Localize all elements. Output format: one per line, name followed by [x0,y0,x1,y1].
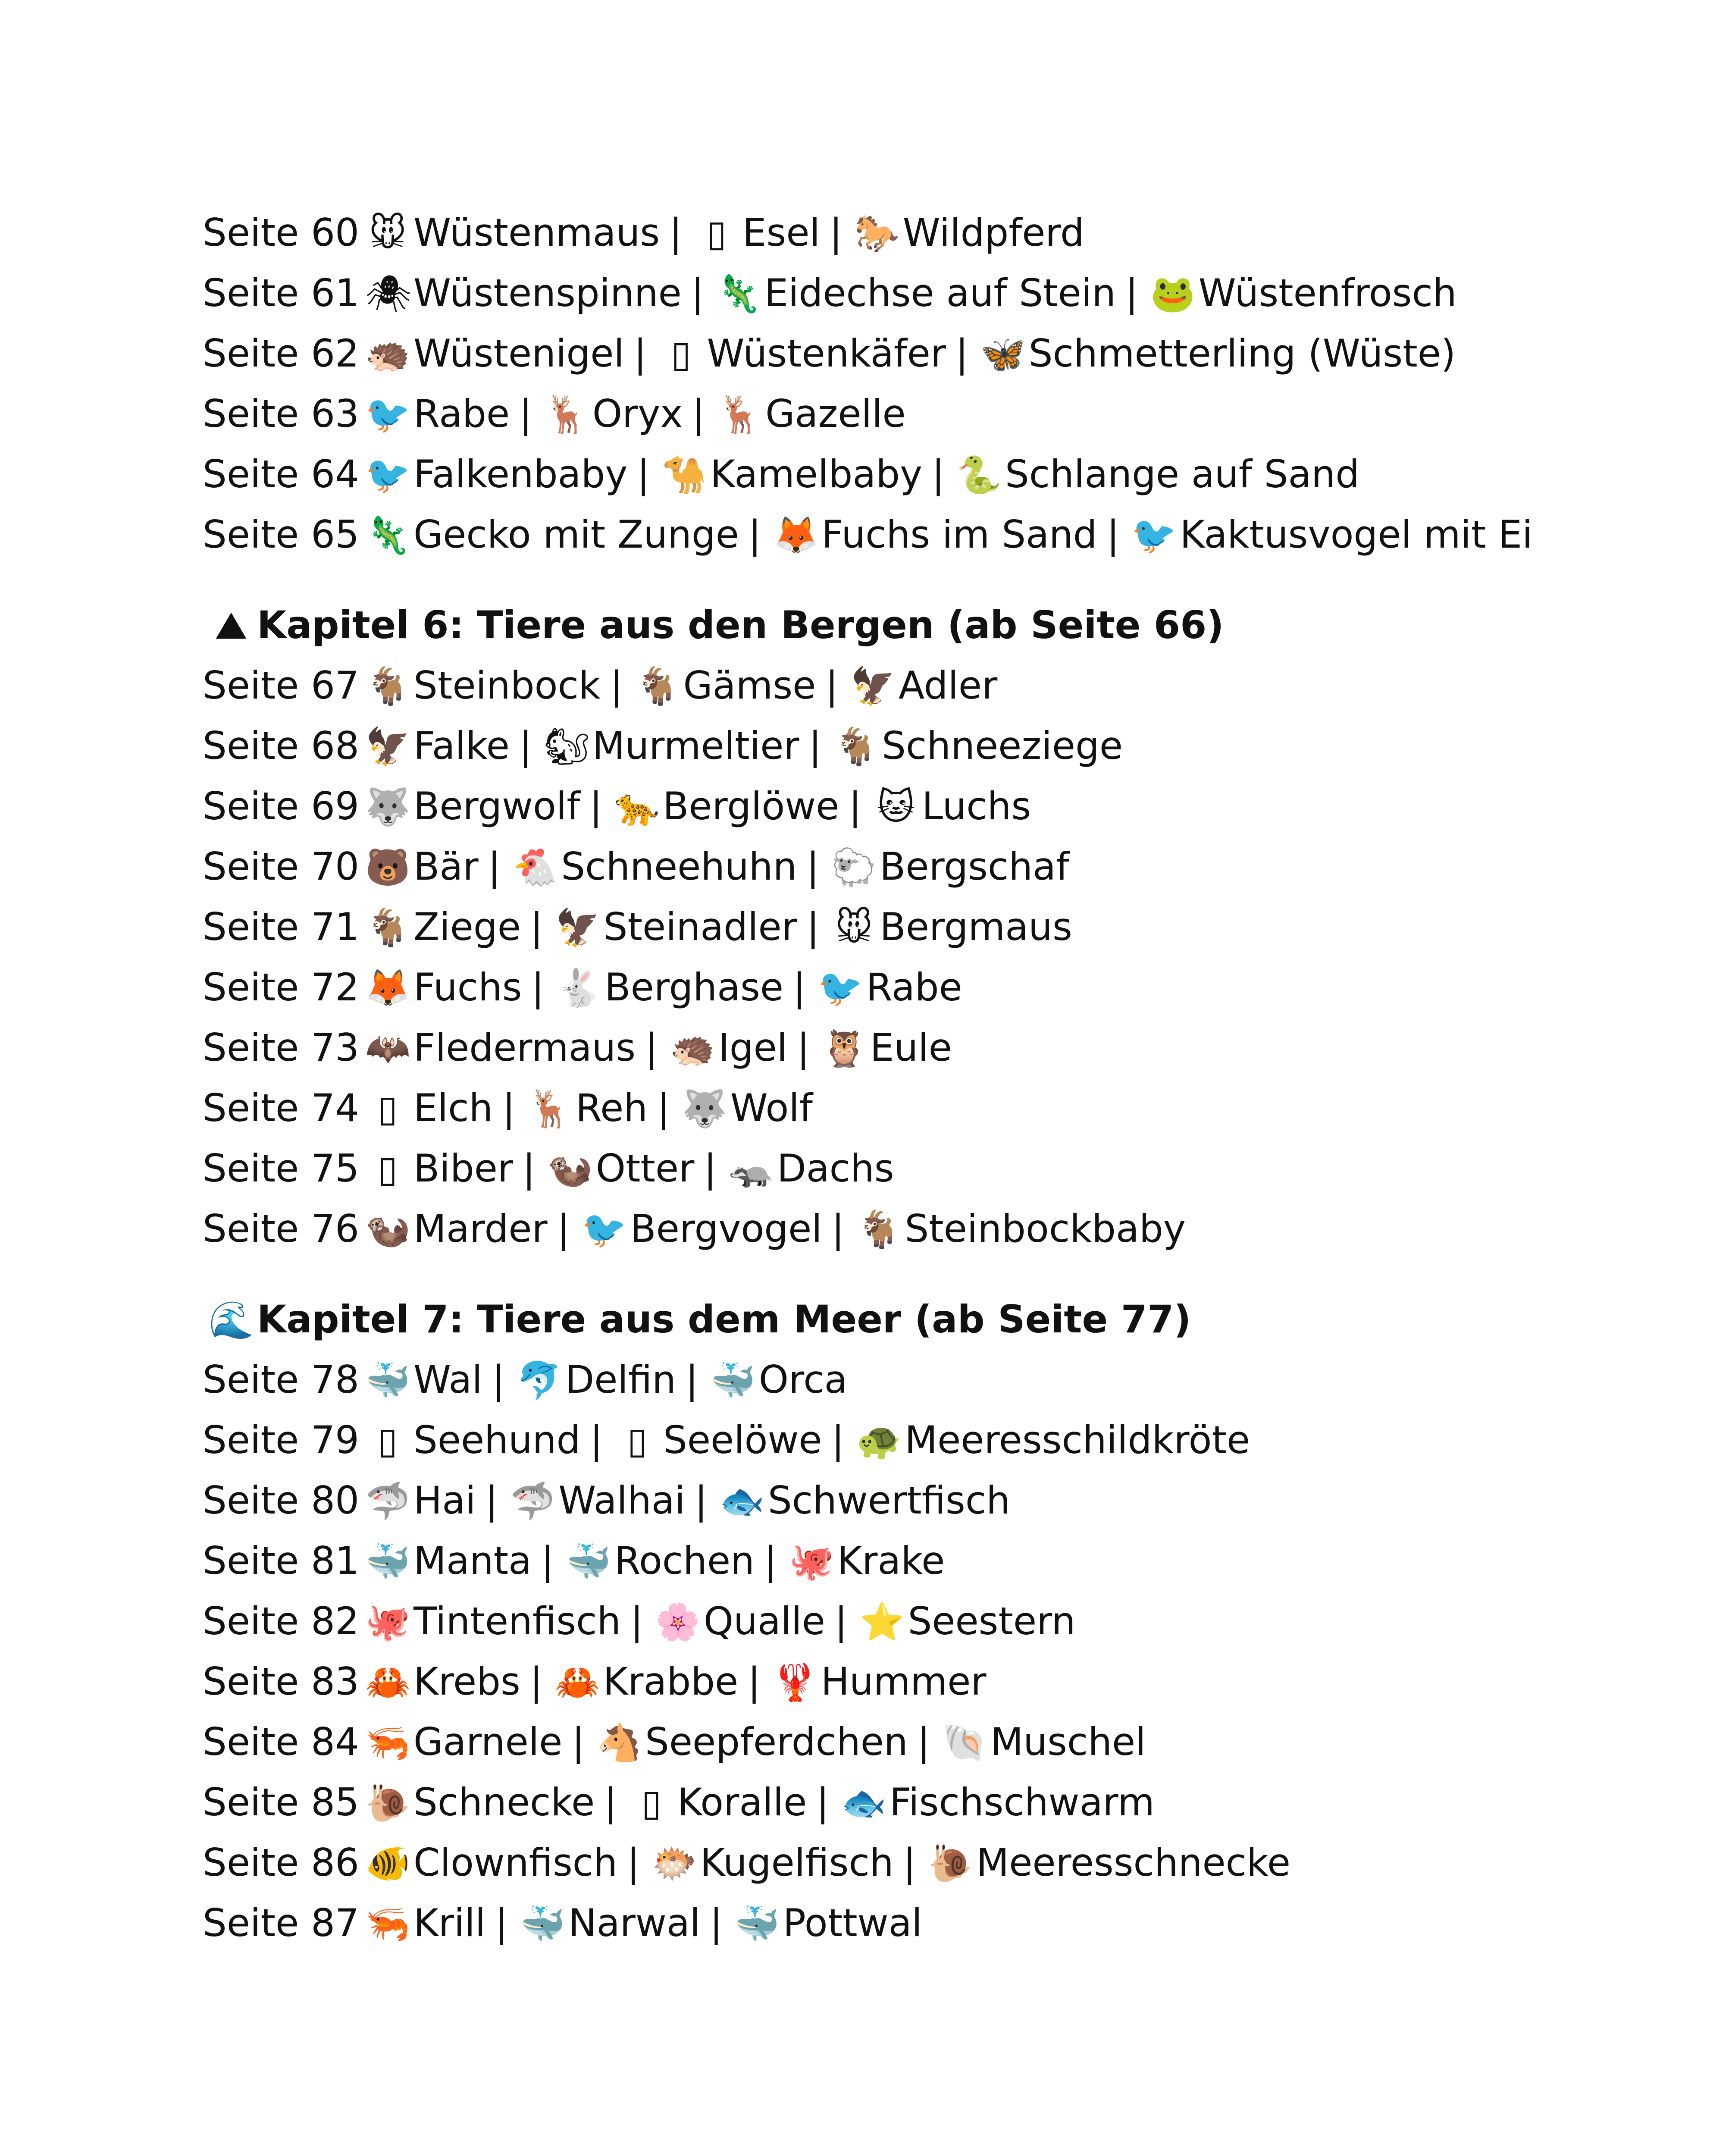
page-number: Seite 79 [203,1418,360,1462]
animal-name: Ziege [413,905,521,949]
fox-icon: 🦊 [773,514,819,556]
whale-icon: 🐳 [365,1359,410,1401]
bird-icon: 🐦 [1131,514,1177,556]
separator: | [589,784,602,828]
animal-name: Falke [413,724,510,768]
page-number: Seite 73 [203,1025,360,1070]
whale-icon: 🐳 [566,1540,611,1583]
animal-name: Seelöwe [663,1418,822,1462]
deer-icon: 🦌 [544,393,589,436]
animal-name: Manta [413,1539,532,1583]
fox-icon: 🦊 [365,967,410,1009]
animal-name: Gecko mit Zunge [413,512,739,557]
separator: | [669,210,682,255]
animal-name: Igel [718,1025,788,1070]
separator: | [519,392,532,436]
page-number: Seite 74 [203,1086,360,1130]
snail-icon: 🐌 [365,1782,410,1824]
animal-name: Schneeziege [882,724,1123,768]
chicken-icon: 🐔 [513,846,558,888]
hedgehog-icon: 🦔 [670,1027,715,1069]
page-entry-row [203,263,1582,323]
separator: | [485,1478,498,1523]
butterfly-icon: 🦋 [980,333,1026,375]
page-entry-row [203,505,1582,565]
octopus-icon: 🐙 [365,1601,410,1643]
lobster-icon: 🦞 [772,1661,818,1703]
separator: | [849,784,862,828]
rabbit-icon: 🐇 [556,967,601,1009]
separator: | [557,1206,570,1251]
page-number: Seite 62 [203,331,360,376]
page-entry-row [203,1591,1582,1651]
whale-icon: 🐳 [710,1359,756,1401]
animal-name: Fischschwarm [889,1780,1155,1824]
animal-name: Seehund [413,1418,581,1462]
page-entry-row [203,1138,1582,1199]
separator: | [691,271,704,315]
page-number: Seite 86 [203,1840,360,1885]
page-entry-row [203,716,1582,776]
separator: | [633,331,647,376]
separator: | [710,1901,723,1945]
page-entry-row [203,655,1582,716]
separator: | [1125,271,1138,315]
horse-face-icon: 🐴 [596,1721,642,1764]
goat-icon: 🐐 [833,725,879,768]
separator: | [695,1478,708,1523]
animal-name: Esel [742,210,820,255]
shrimp-icon: 🦐 [365,1902,410,1945]
otter-icon: 🦦 [547,1148,593,1190]
animal-name: Kugelfisch [700,1840,894,1885]
deer-icon: 🦌 [717,393,762,436]
animal-name: Rabe [413,392,510,436]
animal-name: Murmeltier [592,724,799,768]
separator: | [630,1599,643,1643]
missing-glyph-icon: ▯ [377,1087,398,1130]
separator: | [523,1146,536,1191]
page-number: Seite 65 [203,512,360,557]
separator: | [806,844,820,889]
animal-name: Krebs [413,1659,520,1704]
animal-name: Eule [870,1025,952,1070]
page-number: Seite 82 [203,1599,360,1643]
shark-icon: 🦈 [510,1480,555,1522]
animal-name: Gazelle [765,392,906,436]
chapter-heading [203,1289,1582,1350]
tropical-fish-icon: 🐠 [365,1842,410,1884]
document-page [203,203,1582,1953]
animal-name: Biber [413,1146,514,1191]
animal-name: Meeresschnecke [976,1840,1290,1885]
crab-icon: 🦀 [554,1661,600,1703]
animal-name: Steinbockbaby [905,1206,1186,1251]
separator: | [808,724,822,768]
animal-name: Meeresschildkröte [905,1418,1250,1462]
separator: | [806,905,820,949]
page-entry-row [203,1018,1582,1078]
chapter-title: Kapitel 7: Tiere aus dem Meer (ab Seite 77) [257,1297,1191,1341]
animal-name: Orca [758,1357,848,1402]
goat-icon: 🐐 [635,665,680,707]
mouse-icon: 🐭 [835,906,873,949]
leopard-icon: 🐆 [614,786,660,828]
separator: | [541,1539,554,1583]
animal-name: Wüstenspinne [413,271,682,315]
animal-name: Schwertfisch [767,1478,1011,1523]
animal-name: Schneehuhn [561,844,797,889]
page-entry-row [203,1410,1582,1470]
animal-name: Otter [595,1146,695,1191]
animal-name: Krake [837,1539,945,1583]
separator: | [748,512,761,557]
shrimp-icon: 🦐 [365,1721,410,1764]
animal-name: Schlange auf Sand [1005,452,1360,496]
page-number: Seite 70 [203,844,360,889]
wolf-icon: 🐺 [682,1087,727,1130]
wave-icon: 🌊 [209,1299,254,1341]
animal-name: Reh [575,1086,648,1130]
animal-name: Berglöwe [662,784,839,828]
page-number: Seite 67 [203,663,360,708]
chapter-title: Kapitel 6: Tiere aus den Bergen (ab Seite 66) [257,603,1224,647]
page-number: Seite 80 [203,1478,360,1523]
separator: | [816,1780,829,1824]
separator: | [834,1599,848,1643]
star-icon: ⭐ [859,1601,905,1643]
animal-name: Dachs [777,1146,894,1191]
bird-icon: 🐦 [365,393,410,436]
separator: | [626,1840,640,1885]
animal-name: Qualle [703,1599,825,1643]
separator: | [530,905,543,949]
shell-icon: 🐚 [942,1721,987,1764]
bird-icon: 🐦 [365,454,410,496]
animal-name: Krabbe [603,1659,739,1704]
page-entry-row [203,1350,1582,1410]
page-entry-row [203,1893,1582,1953]
separator: | [955,331,968,376]
separator: | [657,1086,670,1130]
animal-name: Krill [413,1901,486,1945]
deer-icon: 🦌 [527,1087,573,1130]
animal-name: Bergschaf [880,844,1069,889]
eagle-icon: 🦅 [555,906,601,949]
animal-name: Schnecke [413,1780,595,1824]
hedgehog-icon: 🦔 [365,333,410,375]
animal-name: Clownfisch [413,1840,617,1885]
separator: | [529,1659,543,1704]
animal-name: Wüstenmaus [413,210,660,255]
octopus-icon: 🐙 [789,1540,834,1583]
frog-icon: 🐸 [1150,273,1196,315]
animal-name: Luchs [922,784,1031,828]
separator: | [903,1840,916,1885]
animal-name: Koralle [677,1780,807,1824]
separator: | [932,452,945,496]
animal-name: Wolf [730,1086,813,1130]
separator: | [797,1025,810,1070]
mountain-icon: ⛰ [216,605,247,647]
animal-name: Kaktusvogel mit Ei [1180,512,1533,557]
separator: | [692,392,705,436]
animal-name: Bergmaus [880,905,1072,949]
animal-name: Wal [413,1357,482,1402]
separator: | [831,1206,845,1251]
page-entry-row [203,1651,1582,1712]
animal-name: Garnele [413,1720,563,1764]
missing-glyph-icon: ▯ [706,212,727,254]
animal-name: Seepferdchen [645,1720,908,1764]
wolf-icon: 🐺 [365,786,410,828]
animal-name: Bär [413,844,479,889]
page-entry-row [203,1833,1582,1893]
separator: | [704,1146,717,1191]
animal-name: Rochen [614,1539,755,1583]
separator: | [495,1901,508,1945]
turtle-icon: 🐢 [856,1420,902,1462]
bird-icon: 🐦 [817,967,863,1009]
animal-name: Delfin [565,1357,677,1402]
lizard-icon: 🦎 [365,514,410,556]
missing-glyph-icon: ▯ [641,1782,662,1824]
fish-icon: 🐟 [719,1480,765,1522]
page-number: Seite 72 [203,965,360,1009]
page-entry-row [203,1712,1582,1772]
page-entry-row [203,837,1582,897]
page-number: Seite 61 [203,271,360,315]
page-entry-row [203,1199,1582,1259]
page-entry-row [203,1531,1582,1591]
bear-icon: 🐻 [365,846,410,888]
separator: | [645,1025,658,1070]
shark-icon: 🦈 [365,1480,410,1522]
animal-name: Walhai [558,1478,686,1523]
page-number: Seite 75 [203,1146,360,1191]
goat-icon: 🐐 [856,1208,902,1250]
bird-icon: 🐦 [582,1208,627,1250]
page-number: Seite 60 [203,210,360,255]
page-number: Seite 76 [203,1206,360,1251]
spider-icon: 🕷 [365,273,411,315]
animal-name: Fuchs im Sand [821,512,1097,557]
animal-name: Wildpferd [902,210,1084,255]
animal-name: Adler [898,663,998,708]
animal-name: Hummer [821,1659,987,1704]
animal-name: Kamelbaby [710,452,923,496]
animal-name: Schmetterling (Wüste) [1028,331,1456,376]
animal-name: Rabe [866,965,962,1009]
dolphin-icon: 🐬 [517,1359,562,1401]
page-entry-row [203,897,1582,957]
animal-name: Hai [413,1478,476,1523]
page-entry-row [203,957,1582,1018]
separator: | [829,210,843,255]
page-number: Seite 78 [203,1357,360,1402]
page-number: Seite 84 [203,1720,360,1764]
page-number: Seite 64 [203,452,360,496]
missing-glyph-icon: ▯ [671,333,691,375]
animal-name: Fledermaus [413,1025,636,1070]
page-number: Seite 81 [203,1539,360,1583]
animal-name: Bergvogel [630,1206,822,1251]
missing-glyph-icon: ▯ [627,1420,648,1462]
separator: | [686,1357,698,1402]
page-entry-row [203,1078,1582,1138]
whale-icon: 🐳 [734,1902,780,1945]
animal-name: Wüstenkäfer [707,331,946,376]
separator: | [825,663,838,708]
animal-name: Tintenfisch [413,1599,621,1643]
page-entry-row [203,776,1582,837]
cat-face-icon: 🐱 [877,786,915,828]
separator: | [531,965,545,1009]
animal-name: Fuchs [413,965,522,1009]
separator: | [519,724,532,768]
separator: | [764,1539,777,1583]
animal-name: Oryx [592,392,683,436]
page-entry-row [203,1470,1582,1531]
horse-icon: 🐎 [854,212,900,254]
separator: | [604,1780,617,1824]
page-entry-row [203,1772,1582,1833]
whale-icon: 🐳 [365,1540,410,1583]
page-number: Seite 83 [203,1659,360,1704]
crab-icon: 🦀 [365,1661,410,1703]
chapter-heading [203,595,1582,655]
animal-name: Wüstenfrosch [1198,271,1457,315]
separator: | [748,1659,761,1704]
separator: | [831,1418,845,1462]
mouse-icon: 🐭 [369,212,407,254]
page-entry-row [203,203,1582,263]
animal-name: Narwal [568,1901,701,1945]
animal-name: Pottwal [783,1901,922,1945]
owl-icon: 🦉 [821,1027,867,1069]
lizard-icon: 🦎 [716,273,761,315]
whale-icon: 🐳 [520,1902,565,1945]
snake-icon: 🐍 [956,454,1002,496]
page-entry-row [203,444,1582,505]
otter-icon: 🦦 [365,1208,410,1250]
separator: | [610,663,623,708]
camel-icon: 🐪 [662,454,707,496]
separator: | [572,1720,585,1764]
page-number: Seite 69 [203,784,360,828]
badger-icon: 🦡 [728,1148,774,1190]
animal-name: Falkenbaby [413,452,628,496]
goat-icon: 🐐 [365,906,410,949]
animal-name: Wüstenigel [413,331,624,376]
sheep-icon: 🐑 [831,846,877,888]
page-number: Seite 87 [203,1901,360,1945]
page-number: Seite 85 [203,1780,360,1824]
goat-icon: 🐐 [365,665,410,707]
separator: | [502,1086,515,1130]
blowfish-icon: 🐡 [651,1842,697,1884]
animal-name: Steinadler [603,905,797,949]
animal-name: Gämse [683,663,816,708]
page-entry-row [203,384,1582,444]
eagle-icon: 🦅 [365,725,410,768]
animal-name: Eidechse auf Stein [764,271,1116,315]
animal-name: Steinbock [413,663,601,708]
animal-name: Marder [413,1206,548,1251]
bat-icon: 🦇 [365,1027,410,1069]
separator: | [917,1720,930,1764]
animal-name: Bergwolf [413,784,580,828]
page-entry-row [203,323,1582,384]
page-number: Seite 68 [203,724,360,768]
missing-glyph-icon: ▯ [377,1420,398,1462]
page-number: Seite 63 [203,392,360,436]
fish-icon: 🐟 [841,1782,886,1824]
separator: | [488,844,501,889]
animal-name: Elch [413,1086,493,1130]
animal-name: Seestern [908,1599,1076,1643]
missing-glyph-icon: ▯ [377,1148,398,1190]
animal-name: Muschel [990,1720,1146,1764]
snail-icon: 🐌 [928,1842,973,1884]
separator: | [793,965,806,1009]
separator: | [590,1418,603,1462]
squirrel-icon: 🐿 [544,725,590,768]
separator: | [492,1357,505,1402]
blossom-icon: 🌸 [655,1601,701,1643]
separator: | [1106,512,1120,557]
animal-name: Berghase [604,965,783,1009]
separator: | [637,452,650,496]
eagle-icon: 🦅 [850,665,896,707]
page-number: Seite 71 [203,905,360,949]
